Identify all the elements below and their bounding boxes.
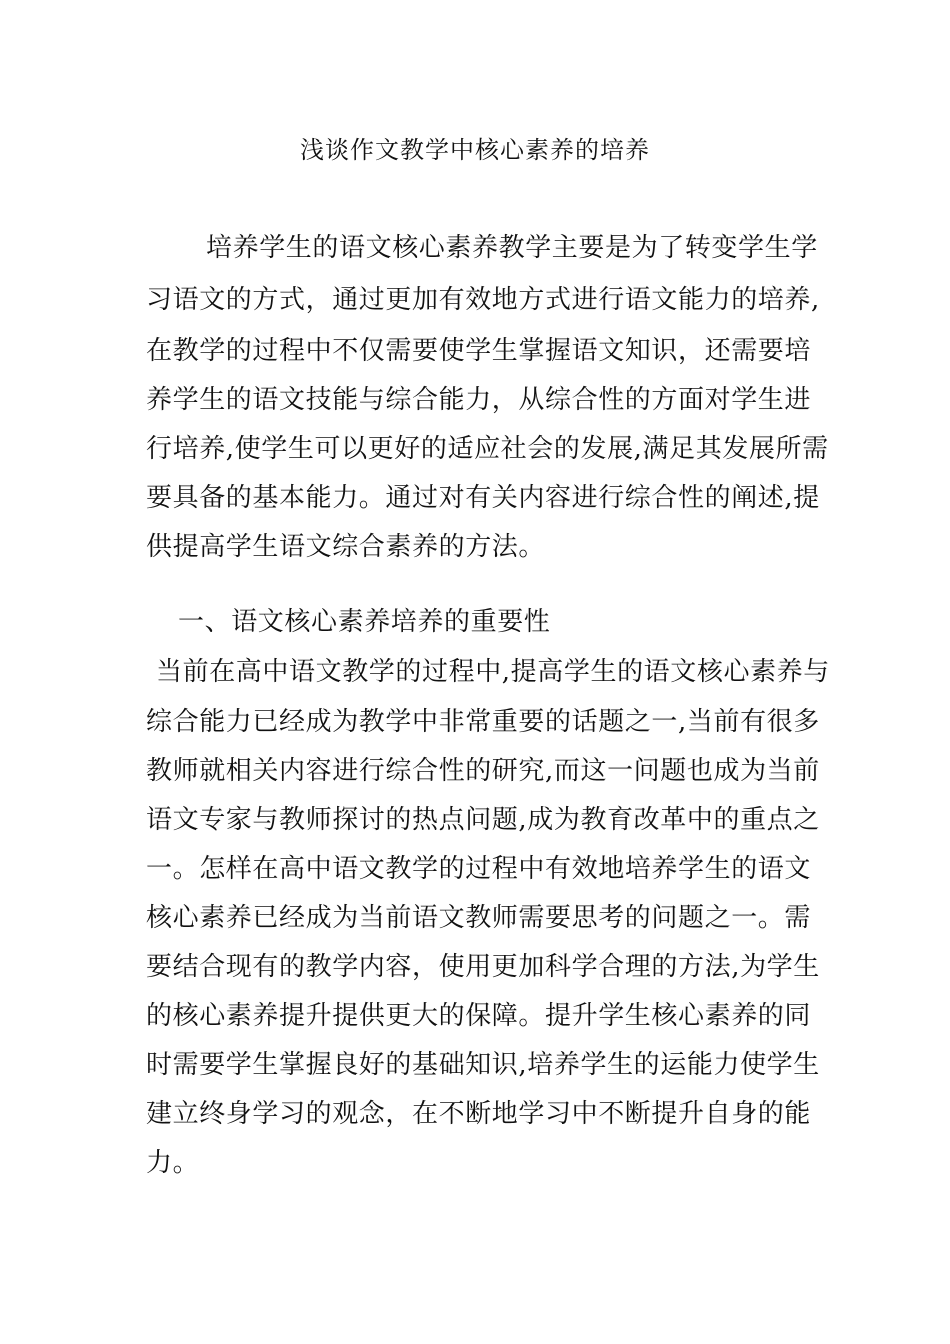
section1-line: 当前在高中语文教学的过程中,提高学生的语文核心素养与 <box>156 657 830 687</box>
intro-line: 习语文的方式，通过更加有效地方式进行语文能力的培养, <box>146 285 820 315</box>
intro-line: 供提高学生语文综合素养的方法。 <box>146 532 546 562</box>
intro-line: 在教学的过程中不仅需要使学生掌握语文知识，还需要培 <box>146 336 812 366</box>
intro-line: 养学生的语文技能与综合能力，从综合性的方面对学生进 <box>146 385 812 415</box>
intro-line: 要具备的基本能力。通过对有关内容进行综合性的阐述,提 <box>146 483 820 513</box>
section1-line: 的核心素养提升提供更大的保障。提升学生核心素养的同 <box>146 1001 812 1031</box>
section1-line: 语文专家与教师探讨的热点问题,成为教育改革中的重点之 <box>146 805 820 835</box>
intro-line: 培养学生的语文核心素养教学主要是为了转变学生学 <box>206 233 818 263</box>
section1-line: 一。怎样在高中语文教学的过程中有效地培养学生的语文 <box>146 854 812 884</box>
section1-line: 建立终身学习的观念，在不断地学习中不断提升自身的能 <box>146 1099 812 1129</box>
document-title: 浅谈作文教学中核心素养的培养 <box>300 136 650 164</box>
section1-line: 时需要学生掌握良好的基础知识,培养学生的运能力使学生 <box>146 1050 820 1080</box>
intro-line: 行培养,使学生可以更好的适应社会的发展,满足其发展所需 <box>146 434 829 464</box>
section1-line: 教师就相关内容进行综合性的研究,而这一问题也成为当前 <box>146 756 820 786</box>
section1-line: 综合能力已经成为教学中非常重要的话题之一,当前有很多 <box>146 707 820 737</box>
section-heading: 一、语文核心素养培养的重要性 <box>178 607 551 637</box>
section1-line: 力。 <box>146 1148 200 1178</box>
section1-line: 要结合现有的教学内容，使用更加科学合理的方法,为学生 <box>146 952 820 982</box>
section1-line: 核心素养已经成为当前语文教师需要思考的问题之一。需 <box>146 903 812 933</box>
